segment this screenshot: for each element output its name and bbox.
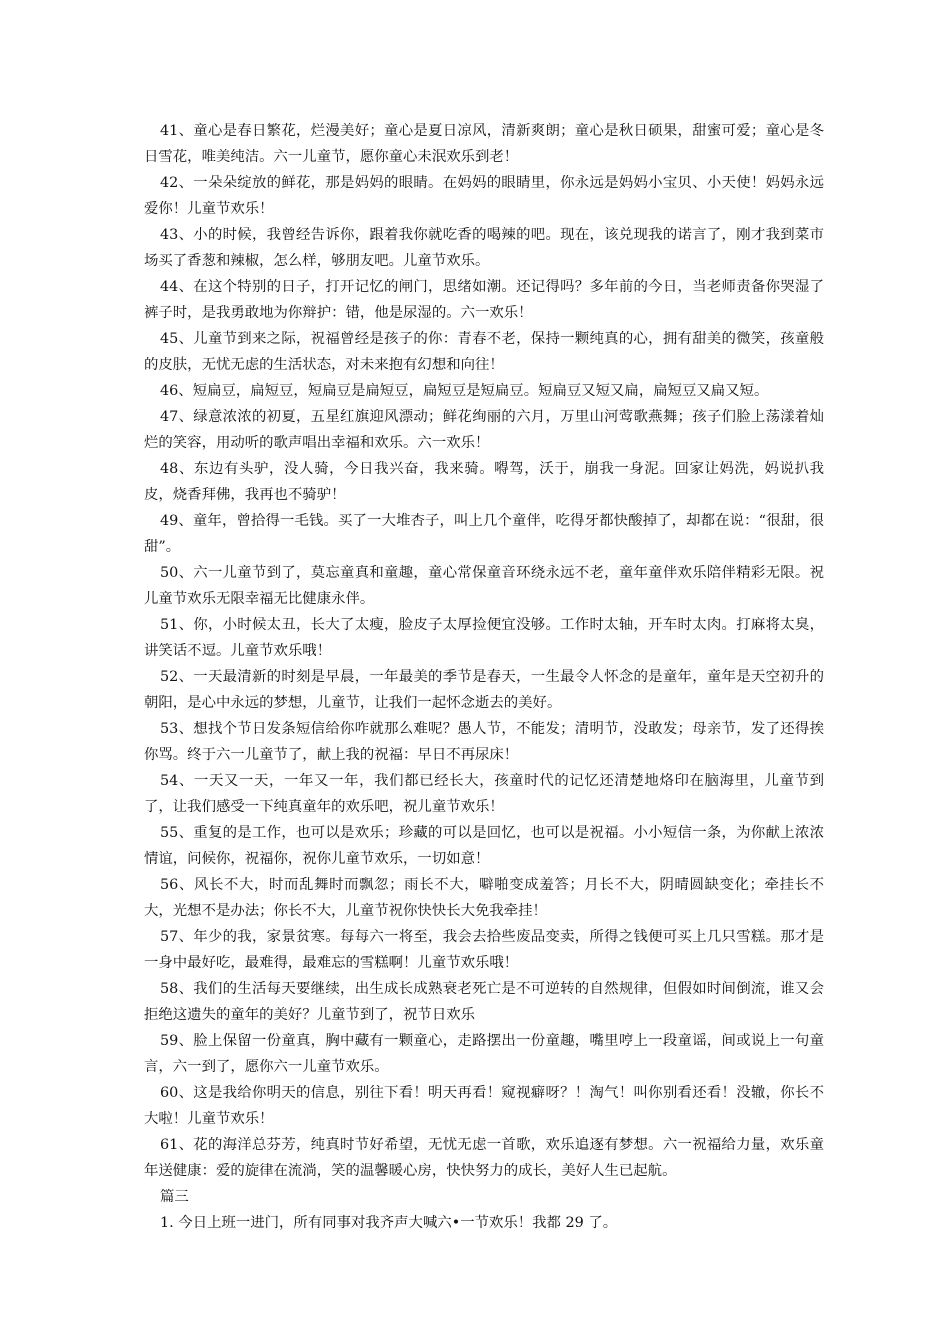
paragraph-60: 60、这是我给你明天的信息，别往下看！明天再看！窥视癖呀？！淘气！叫你别看还看！没辙，你长不大啦！儿童节欢乐！ bbox=[144, 1085, 824, 1127]
paragraph-58: 58、我们的生活每天要继续，出生成长成熟衰老死亡是不可逆转的自然规律，但假如时间倒流，谁又会拒绝这遗失的童年的美好？儿童节到了，祝节日欢乐 bbox=[144, 981, 824, 1023]
paragraph-49: 49、童年，曾拾得一毛钱。买了一大堆杏子，叫上几个童伴，吃得牙都快酸掉了，却都在说：“很甜，很甜”。 bbox=[144, 513, 824, 555]
paragraph-45: 45、儿童节到来之际，祝福曾经是孩子的你：青春不老，保持一颗纯真的心，拥有甜美的微笑，孩童般的皮肤，无忧无虑的生活状态，对未来抱有幻想和向往！ bbox=[144, 331, 824, 373]
section-item-1: 1. 今日上班一进门，所有同事对我齐声大喊六•一节欢乐！我都 29 了。 bbox=[160, 1215, 618, 1231]
paragraph-42: 42、一朵朵绽放的鲜花，那是妈妈的眼睛。在妈妈的眼睛里，你永远是妈妈小宝贝、小天使！妈妈永远爱你！儿童节欢乐！ bbox=[144, 175, 824, 217]
paragraph-55: 55、重复的是工作，也可以是欢乐；珍藏的可以是回忆，也可以是祝福。小小短信一条，为你献上浓浓情谊，问候你，祝福你，祝你儿童节欢乐，一切如意！ bbox=[144, 825, 824, 867]
paragraph-46: 46、短扁豆，扁短豆，短扁豆是扁短豆，扁短豆是短扁豆。短扁豆又短又扁，扁短豆又扁又短。 bbox=[160, 383, 769, 399]
paragraph-47: 47、绿意浓浓的初夏，五星红旗迎风漂动；鲜花绚丽的六月，万里山河莺歌燕舞；孩子们脸上荡漾着灿烂的笑容，用动听的歌声唱出幸福和欢乐。六一欢乐！ bbox=[144, 409, 824, 451]
section-heading: 篇三 bbox=[160, 1189, 189, 1205]
paragraph-43: 43、小的时候，我曾经告诉你，跟着我你就吃香的喝辣的吧。现在，该兑现我的诺言了，刚才我到菜市场买了香葱和辣椒，怎么样，够朋友吧。儿童节欢乐。 bbox=[144, 227, 824, 269]
paragraph-56: 56、风长不大，时而乱舞时而飘忽；雨长不大，噼啪变成羞答；月长不大，阴晴圆缺变化；牵挂长不大，光想不是办法；你长不大，儿童节祝你快快长大免我牵挂！ bbox=[144, 877, 824, 919]
paragraph-44: 44、在这个特别的日子，打开记忆的闸门，思绪如潮。还记得吗？多年前的今日，当老师责备你哭湿了裤子时，是我勇敢地为你辩护：错，他是尿湿的。六一欢乐！ bbox=[144, 279, 824, 321]
paragraph-57: 57、年少的我，家景贫寒。每每六一将至，我会去拾些废品变卖，所得之钱便可买上几只雪糕。那才是一身中最好吃，最难得，最难忘的雪糕啊！儿童节欢乐哦！ bbox=[144, 929, 824, 971]
paragraph-51: 51、你，小时候太丑，长大了太瘦，脸皮子太厚捡便宜没够。工作时太轴，开车时太肉。打麻将太臭，讲笑话不逗。儿童节欢乐哦！ bbox=[144, 617, 824, 659]
paragraph-54: 54、一天又一天，一年又一年，我们都已经长大，孩童时代的记忆还清楚地烙印在脑海里，儿童节到了，让我们感受一下纯真童年的欢乐吧，祝儿童节欢乐！ bbox=[144, 773, 824, 815]
paragraph-53: 53、想找个节日发条短信给你咋就那么难呢？愚人节，不能发；清明节，没敢发；母亲节，发了还得挨你骂。终于六一儿童节了，献上我的祝福：早日不再尿床！ bbox=[144, 721, 824, 763]
paragraph-50: 50、六一儿童节到了，莫忘童真和童趣，童心常保童音环绕永远不老，童年童伴欢乐陪伴精彩无限。祝儿童节欢乐无限幸福无比健康永伴。 bbox=[144, 565, 824, 607]
paragraph-41: 41、童心是春日繁花，烂漫美好；童心是夏日凉风，清新爽朗；童心是秋日硕果，甜蜜可爱；童心是冬日雪花，唯美纯洁。六一儿童节，愿你童心未泯欢乐到老！ bbox=[144, 123, 824, 165]
document-body bbox=[144, 118, 824, 1236]
paragraph-59: 59、脸上保留一份童真，胸中藏有一颗童心，走路摆出一份童趣，嘴里哼上一段童谣，间或说上一句童言，六一到了，愿你六一儿童节欢乐。 bbox=[144, 1033, 824, 1075]
paragraph-61: 61、花的海洋总芬芳，纯真时节好希望，无忧无虑一首歌，欢乐追逐有梦想。六一祝福给力量，欢乐童年送健康：爱的旋律在流淌，笑的温馨暖心房，快快努力的成长，美好人生已起航。 bbox=[144, 1137, 824, 1179]
paragraph-48: 48、东边有头驴，没人骑，今日我兴奋，我来骑。嘚驾，沃于，崩我一身泥。回家让妈洗，妈说扒我皮，烧香拜佛，我再也不骑驴！ bbox=[144, 461, 824, 503]
paragraph-52: 52、一天最清新的时刻是早晨，一年最美的季节是春天，一生最令人怀念的是童年，童年是天空初升的朝阳，是心中永远的梦想，儿童节，让我们一起怀念逝去的美好。 bbox=[144, 669, 824, 711]
